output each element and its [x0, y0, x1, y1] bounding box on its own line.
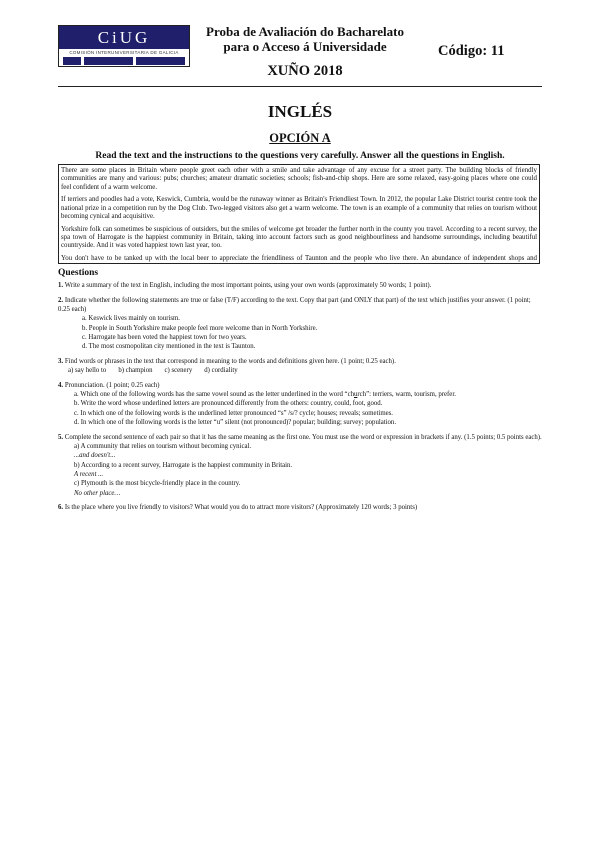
question-number: 5.	[58, 433, 64, 441]
reading-passage	[58, 164, 540, 264]
question-number: 2.	[58, 296, 64, 304]
definition: b) champion	[118, 367, 153, 375]
uvigo-badge	[84, 57, 133, 65]
questions-heading: Questions	[58, 268, 99, 278]
option-title: OPCIÓN A	[269, 131, 331, 145]
question-4	[58, 381, 542, 427]
instructions: Read the text and the instructions to the questions very carefully. Answer all the questions in English.	[95, 151, 505, 161]
statement: b. People in South Yorkshire make people feel more welcome than in North Yorkshire.	[82, 324, 318, 332]
usc-badge	[63, 57, 81, 65]
item-text: a. Which one of the following words has the same vowel sound as the letter underlined in the word “ch	[74, 391, 354, 399]
pronunciation-item-a	[58, 390, 542, 399]
ciug-logo	[58, 25, 190, 67]
questions-list	[58, 281, 542, 518]
sentence-pair-a: a) A community that relies on tourism without becoming cynical.	[74, 443, 252, 451]
definition-list	[58, 366, 542, 375]
pronunciation-item-b: b. Write the word whose underlined letters are pronounced differently from the others: country, could, foot, good.	[74, 400, 383, 408]
pronunciation-item-d: d. In which one of the following words is the letter “u” silent (not pronounced)? popular; building; survey; population.	[74, 419, 397, 427]
item-text: rch”: terriers, warm, tourism, prefer.	[357, 391, 456, 399]
header-rule	[58, 86, 542, 87]
statement: a. Keswick lives mainly on tourism.	[82, 315, 180, 323]
logo-subtext: COMISIÓN INTERUNIVERSITARIA DE GALICIA	[69, 50, 179, 55]
university-badges	[63, 57, 185, 65]
logo-text: CiUG	[59, 26, 189, 49]
statement: c. Harrogate has been voted the happiest town for two years.	[82, 333, 247, 341]
paragraph: You don't have to be tanked up with the local beer to appreciate the friendliness of Taunton and the people who live there. An abundance of independent shops and	[61, 254, 537, 262]
pronunciation-item-c: c. In which one of the following words is the underlined letter pronounced “s” /s/? cycle; houses; reveals; sometimes.	[74, 409, 393, 417]
definition: a) say hello to	[68, 367, 107, 375]
question-text: Complete the second sentence of each pair so that it has the same meaning as the first one. You must use the word or expression in brackets if any. (1.5 points; 0.5 points each).	[64, 433, 542, 441]
definition: d) cordiality	[204, 367, 238, 375]
exam-code: Código: 11	[438, 43, 505, 59]
underlined-letter: u	[353, 391, 358, 399]
question-2	[58, 296, 542, 352]
question-3	[58, 357, 542, 376]
question-text: Find words or phrases in the text that correspond in meaning to the words and definitions given here. (1 point; 0.25 each).	[64, 357, 396, 365]
sentence-pair-b: b) According to a recent survey, Harrogate is the happiest community in Britain.	[74, 461, 293, 469]
definition: c) scenery	[164, 367, 193, 375]
statement: d. The most cosmopolitan city mentioned in the text is Taunton.	[82, 343, 256, 351]
sentence-prompt-b: A recent ...	[74, 470, 104, 478]
udc-badge	[136, 57, 185, 65]
question-number: 3.	[58, 357, 64, 365]
question-text: Write a summary of the text in English, including the most important points, using your own words (approximately 50 words; 1 point).	[64, 282, 432, 289]
question-text: Indicate whether the following statements are true or false (T/F) according to the text. Copy that part (and ONLY that part) of the text which justifies your answer. (1 point; 0.25 each)	[58, 296, 531, 313]
exam-date: XUÑO 2018	[267, 63, 343, 79]
question-number: 4.	[58, 381, 64, 389]
question-text: Is the place where you live friendly to visitors? What would you do to attract more visitors? (Approximately 120 words; 3 points)	[64, 504, 418, 512]
exam-title-line2: para o Acceso á Universidade	[223, 39, 387, 54]
question-6	[58, 503, 542, 512]
question-number: 1.	[58, 282, 64, 289]
sentence-prompt-a: ...and doesn't...	[74, 452, 116, 460]
paragraph: There are some places in Britain where people greet each other with a smile and take advantage of any excuse for a street party. The building blocks of friendly communities are many and various: pubs; churches; amateur dramatic societies; schools; fish-and-chip shops. Here are some relaxed, easy-going places where one could feel confident of a warm welcome.	[61, 167, 537, 191]
sentence-pair-c: c) Plymouth is the most bicycle-friendly place in the country.	[74, 480, 241, 488]
paragraph: If terriers and poodles had a vote, Keswick, Cumbria, would be the runaway winner as Britain's Friendliest Town. In 2012, the popular Lake District tourist centre took the national prize in a competition run by the Dog Club. Two-legged visitors also get a warm welcome. The town is an example of a community that relies on tourism without becoming cynical and acquisitive.	[61, 196, 537, 221]
subject-title: INGLÉS	[267, 102, 333, 121]
question-number: 6.	[58, 504, 64, 512]
exam-title-line1: Proba de Avaliación do Bacharelato	[206, 24, 404, 39]
sentence-prompt-c: No other place…	[74, 489, 121, 497]
question-5	[58, 433, 542, 498]
exam-title	[190, 24, 420, 54]
question-1	[58, 281, 542, 290]
question-text: Pronunciation. (1 point; 0.25 each)	[64, 381, 160, 389]
paragraph: Yorkshire folk can sometimes be suspicious of outsiders, but the smiles of welcome get broader the further north in the county you travel. According to a recent survey, the spa town of Harrogate is the happiest community in Britain, taking into account factors such as good neighbourliness and handsome surroundings, including beautiful countryside. And it was voted happiest town last year, too.	[61, 225, 537, 250]
